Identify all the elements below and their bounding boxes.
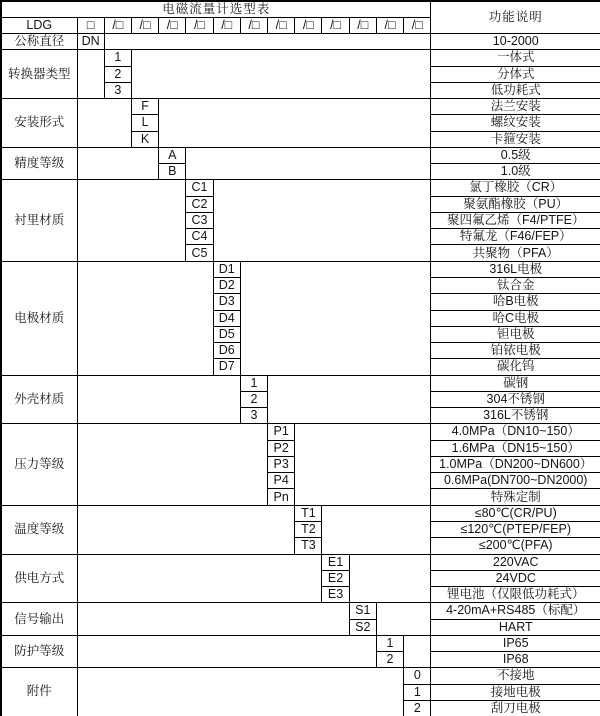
gap-cell (77, 261, 213, 375)
desc-cell: 铂铱电极 (431, 343, 600, 359)
desc-cell: 24VDC (431, 570, 600, 586)
desc-cell: 0.6MPa(DN700~DN2000) (431, 473, 600, 489)
gap-cell (77, 147, 159, 180)
gap-cell (295, 424, 431, 505)
code-cell: P4 (268, 473, 295, 489)
model-code-box-cell: /□ (295, 17, 322, 33)
code-cell: P3 (268, 456, 295, 472)
code-cell: S1 (349, 603, 376, 619)
gap-cell (186, 147, 431, 180)
table-title: 电磁流量计选型表 (1, 1, 431, 17)
code-cell: D7 (213, 359, 240, 375)
desc-cell: ≤80℃(CR/PU) (431, 505, 600, 521)
gap-cell (77, 50, 104, 99)
gap-cell (268, 375, 431, 424)
desc-cell: 220VAC (431, 554, 600, 570)
group-label: 防护等级 (1, 635, 77, 668)
desc-cell: 0.5级 (431, 147, 600, 163)
group-label: 供电方式 (1, 554, 77, 603)
code-cell: B (159, 164, 186, 180)
gap-cell (77, 375, 240, 424)
desc-cell: 碳钢 (431, 375, 600, 391)
desc-cell: IP65 (431, 635, 600, 651)
desc-cell: 钛合金 (431, 278, 600, 294)
code-cell: D5 (213, 326, 240, 342)
gap-cell (77, 603, 349, 636)
desc-cell: IP68 (431, 652, 600, 668)
desc-cell: 特氟龙（F46/FEP） (431, 229, 600, 245)
desc-cell: 锂电池（仅限低功耗式） (431, 587, 600, 603)
desc-cell: 哈C电极 (431, 310, 600, 326)
desc-cell: 钽电极 (431, 326, 600, 342)
code-cell: C2 (186, 196, 213, 212)
gap-cell (131, 50, 431, 99)
gap-cell (159, 99, 431, 148)
desc-cell: ≤120℃(PTEP/FEP) (431, 522, 600, 538)
function-column-header: 功能说明 (431, 1, 600, 34)
code-cell: K (131, 131, 158, 147)
desc-cell: 4-20mA+RS485（标配） (431, 603, 600, 619)
code-cell: D4 (213, 310, 240, 326)
desc-cell: 哈B电极 (431, 294, 600, 310)
code-cell: 2 (104, 66, 131, 82)
model-prefix-cell: LDG (1, 17, 77, 33)
desc-cell: ≤200℃(PFA) (431, 538, 600, 554)
desc-cell: 316L不锈钢 (431, 408, 600, 424)
desc-cell: 聚氨酯橡胶（PU） (431, 196, 600, 212)
model-code-box-cell: /□ (376, 17, 403, 33)
code-cell: 3 (240, 408, 267, 424)
desc-cell: 一体式 (431, 50, 600, 66)
code-cell: E2 (322, 570, 349, 586)
desc-cell: 共聚物（PFA） (431, 245, 600, 261)
model-code-box-cell: /□ (322, 17, 349, 33)
desc-cell: 10-2000 (431, 34, 600, 50)
desc-cell: 不接地 (431, 668, 600, 684)
group-label: 公称直径 (1, 34, 77, 50)
desc-cell: HART (431, 619, 600, 635)
group-label: 电极材质 (1, 261, 77, 375)
model-code-box-cell: /□ (404, 17, 431, 33)
gap-cell (213, 180, 431, 261)
code-cell: D2 (213, 278, 240, 294)
code-cell: 1 (240, 375, 267, 391)
gap-cell (77, 635, 376, 668)
model-code-box-cell: /□ (186, 17, 213, 33)
desc-cell: 刮刀电极 (431, 700, 600, 716)
group-label: 转换器类型 (1, 50, 77, 99)
gap-cell (104, 34, 431, 50)
gap-cell (77, 668, 404, 716)
code-cell: C4 (186, 229, 213, 245)
code-cell: E3 (322, 587, 349, 603)
code-cell: D6 (213, 343, 240, 359)
desc-cell: 4.0MPa（DN10~150） (431, 424, 600, 440)
desc-cell: 316L电极 (431, 261, 600, 277)
code-cell: P1 (268, 424, 295, 440)
code-cell: 0 (404, 668, 431, 684)
code-cell: T1 (295, 505, 322, 521)
model-code-box-cell: /□ (349, 17, 376, 33)
code-cell: C5 (186, 245, 213, 261)
code-cell: 2 (404, 700, 431, 716)
desc-cell: 螺纹安装 (431, 115, 600, 131)
code-cell: 2 (240, 391, 267, 407)
desc-cell: 卡箍安装 (431, 131, 600, 147)
desc-cell: 1.0MPa（DN200~DN600） (431, 456, 600, 472)
model-code-box-cell: /□ (268, 17, 295, 33)
desc-cell: 接地电极 (431, 684, 600, 700)
code-cell: A (159, 147, 186, 163)
desc-cell: 特殊定制 (431, 489, 600, 505)
gap-cell (77, 424, 268, 505)
group-label: 安装形式 (1, 99, 77, 148)
code-cell: 1 (404, 684, 431, 700)
desc-cell: 1.6MPa（DN15~150） (431, 440, 600, 456)
code-cell: 1 (104, 50, 131, 66)
code-cell: 1 (376, 635, 403, 651)
gap-cell (404, 635, 431, 668)
code-cell: F (131, 99, 158, 115)
group-label: 衬里材质 (1, 180, 77, 261)
model-code-box-cell: /□ (104, 17, 131, 33)
code-cell: P2 (268, 440, 295, 456)
desc-cell: 分体式 (431, 66, 600, 82)
code-cell: DN (77, 34, 104, 50)
code-cell: C1 (186, 180, 213, 196)
model-code-box-cell: /□ (213, 17, 240, 33)
group-label: 温度等级 (1, 505, 77, 554)
gap-cell (322, 505, 431, 554)
model-code-box-cell: /□ (240, 17, 267, 33)
desc-cell: 碳化钨 (431, 359, 600, 375)
code-cell: 2 (376, 652, 403, 668)
gap-cell (77, 180, 186, 261)
model-base-box-cell: □ (77, 17, 104, 33)
desc-cell: 聚四氟乙烯（F4/PTFE） (431, 212, 600, 228)
code-cell: D1 (213, 261, 240, 277)
code-cell: 3 (104, 82, 131, 98)
code-cell: T2 (295, 522, 322, 538)
gap-cell (77, 505, 295, 554)
code-cell: T3 (295, 538, 322, 554)
gap-cell (349, 554, 431, 603)
model-code-box-cell: /□ (131, 17, 158, 33)
gap-cell (240, 261, 431, 375)
desc-cell: 1.0级 (431, 164, 600, 180)
code-cell: E1 (322, 554, 349, 570)
code-cell: L (131, 115, 158, 131)
group-label: 信号输出 (1, 603, 77, 636)
desc-cell: 氯丁橡胶（CR） (431, 180, 600, 196)
model-code-box-cell: /□ (159, 17, 186, 33)
group-label: 压力等级 (1, 424, 77, 505)
gap-cell (77, 554, 322, 603)
group-label: 精度等级 (1, 147, 77, 180)
desc-cell: 法兰安装 (431, 99, 600, 115)
desc-cell: 304不锈钢 (431, 391, 600, 407)
code-cell: C3 (186, 212, 213, 228)
code-cell: S2 (349, 619, 376, 635)
code-cell: Pn (268, 489, 295, 505)
code-cell: D3 (213, 294, 240, 310)
gap-cell (376, 603, 431, 636)
gap-cell (77, 99, 131, 148)
desc-cell: 低功耗式 (431, 82, 600, 98)
group-label: 附件 (1, 668, 77, 716)
group-label: 外壳材质 (1, 375, 77, 424)
